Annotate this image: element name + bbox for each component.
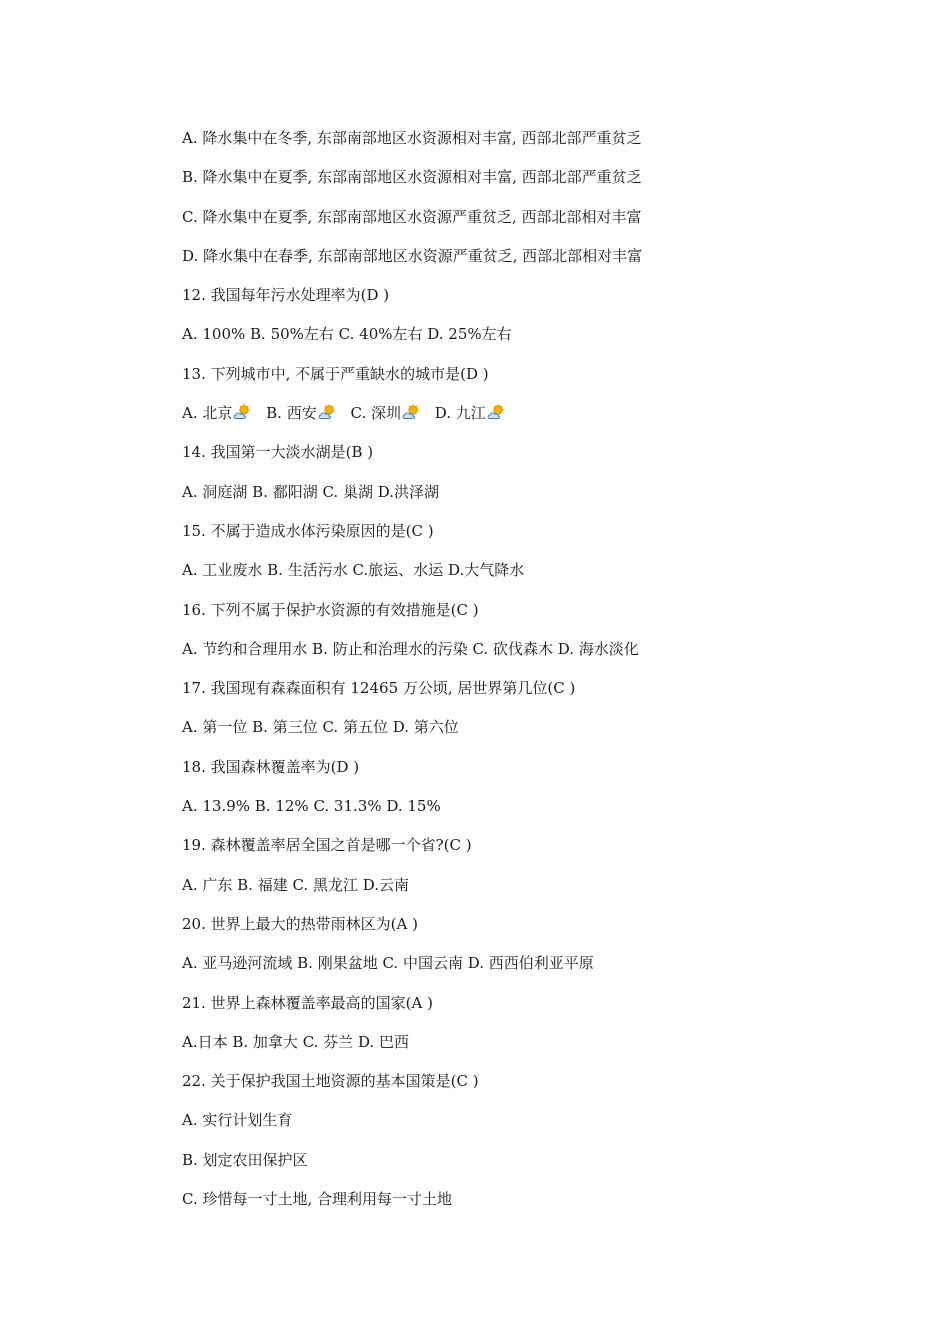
option-line: A. 13.9% B. 12% C. 31.3% D. 15% (182, 797, 441, 816)
question-line: 14. 我国第一大淡水湖是(B ) (182, 443, 374, 462)
q13-option-d: D. 九江 (434, 404, 486, 423)
option-line: D. 降水集中在春季, 东部南部地区水资源严重贫乏, 西部北部相对丰富 (182, 246, 643, 265)
partly-cloudy-weather-icon (487, 404, 505, 420)
option-line: A. 第一位 B. 第三位 C. 第五位 D. 第六位 (182, 718, 459, 737)
question-line: 21. 世界上森林覆盖率最高的国家(A ) (182, 993, 433, 1012)
question-line: 17. 我国现有森森面积有 12465 万公顷, 居世界第几位(C ) (182, 679, 576, 698)
q13-options-line (182, 399, 822, 438)
question-lines (182, 124, 822, 1224)
option-line: B. 划定农田保护区 (182, 1150, 308, 1169)
partly-cloudy-weather-icon (233, 404, 251, 420)
partly-cloudy-weather-icon (402, 404, 420, 420)
option-line: A. 洞庭湖 B. 鄱阳湖 C. 巢湖 D.洪泽湖 (182, 482, 439, 501)
option-line: C. 降水集中在夏季, 东部南部地区水资源严重贫乏, 西部北部相对丰富 (182, 207, 642, 226)
q13-option-a: A. 北京 (182, 404, 233, 423)
question-line: 15. 不属于造成水体污染原因的是(C ) (182, 521, 434, 540)
option-line: A. 节约和合理用水 B. 防止和治理水的污染 C. 砍伐森木 D. 海水淡化 (182, 639, 639, 658)
question-line: 22. 关于保护我国土地资源的基本国策是(C ) (182, 1072, 479, 1091)
question-line: 16. 下列不属于保护水资源的有效措施是(C ) (182, 600, 479, 619)
option-line: B. 降水集中在夏季, 东部南部地区水资源相对丰富, 西部北部严重贫乏 (182, 168, 642, 187)
q13-option-b: B. 西安 (266, 404, 317, 423)
question-line: 19. 森林覆盖率居全国之首是哪一个省?(C ) (182, 836, 472, 855)
question-line: 20. 世界上最大的热带雨林区为(A ) (182, 914, 418, 933)
partly-cloudy-weather-icon (318, 404, 336, 420)
option-line: A. 工业废水 B. 生活污水 C.旅运、水运 D.大气降水 (182, 561, 525, 580)
option-line: A. 实行计划生育 (182, 1111, 293, 1130)
question-line: 12. 我国每年污水处理率为(D ) (182, 286, 390, 305)
option-line: A. 降水集中在冬季, 东部南部地区水资源相对丰富, 西部北部严重贫乏 (182, 129, 642, 147)
option-line: C. 珍惜每一寸土地, 合理利用每一寸土地 (182, 1190, 453, 1209)
option-line: A. 100% B. 50%左右 C. 40%左右 D. 25%左右 (182, 325, 512, 344)
option-line: A. 广东 B. 福建 C. 黑龙江 D.云南 (182, 875, 409, 894)
question-line: 13. 下列城市中, 不属于严重缺水的城市是(D ) (182, 364, 489, 383)
option-line: A. 亚马逊河流域 B. 刚果盆地 C. 中国云南 D. 西西伯利亚平原 (182, 954, 594, 973)
q13-option-c: C. 深圳 (350, 404, 401, 423)
question-line: 18. 我国森林覆盖率为(D ) (182, 757, 360, 776)
option-line: A.日本 B. 加拿大 C. 芬兰 D. 巴西 (182, 1032, 409, 1051)
